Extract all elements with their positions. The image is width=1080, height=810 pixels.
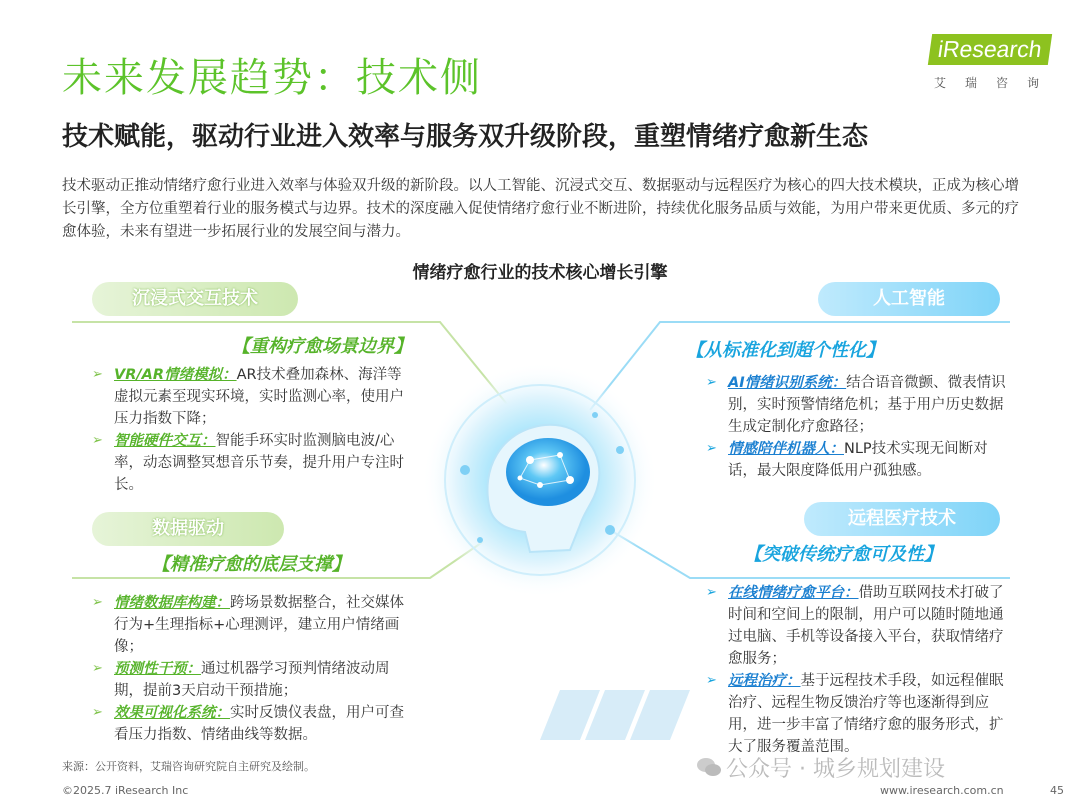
source-note: 来源：公开资料，艾瑞咨询研究院自主研究及绘制。 bbox=[62, 760, 315, 773]
wechat-icon bbox=[696, 756, 722, 778]
item-keyword: 情感陪伴机器人： bbox=[728, 441, 844, 457]
list-item bbox=[706, 372, 1006, 438]
list-item bbox=[92, 702, 408, 746]
list-item bbox=[92, 430, 416, 496]
item-text: 借助互联网技术打破了时间和空间上的限制，用户可以随时随地通过电脑、手机等设备接入平台，获取情绪疗愈服务； bbox=[728, 585, 1004, 667]
list-item bbox=[92, 592, 408, 658]
module-subtitle-immersive: 【重构疗愈场景边界】 bbox=[232, 336, 412, 357]
copyright: ©2025.7 iResearch Inc bbox=[62, 784, 189, 797]
list-item bbox=[706, 670, 1012, 758]
item-keyword: 在线情绪疗愈平台： bbox=[728, 585, 859, 601]
list-item bbox=[92, 364, 416, 430]
watermark-text: 公众号 · 城乡规划建设 bbox=[726, 757, 945, 782]
item-keyword: 智能硬件交互： bbox=[114, 433, 216, 449]
item-keyword: 情绪数据库构建： bbox=[114, 595, 230, 611]
item-keyword: 远程治疗： bbox=[728, 673, 801, 689]
arrow-icon: ➢ bbox=[92, 595, 103, 610]
website-link[interactable]: www.iresearch.com.cn bbox=[880, 784, 1004, 797]
item-keyword: AI情绪识别系统： bbox=[728, 375, 847, 391]
arrow-icon: ➢ bbox=[706, 585, 717, 600]
list-item bbox=[92, 658, 408, 702]
item-text: 结合语音微颤、微表情识别，实时预警情绪危机；基于用户历史数据生成定制化疗愈路径； bbox=[728, 375, 1006, 435]
item-text: 基于远程技术手段，如远程催眠治疗、远程生物反馈治疗等也逐渐得到应用，进一步丰富了情绪疗愈的服务形式，扩大了服务覆盖范围。 bbox=[728, 673, 1004, 755]
item-text: AR技术叠加森林、海洋等虚拟元素至现实环境，实时监测心率，使用户压力指数下降； bbox=[114, 367, 404, 427]
item-text: 通过机器学习预判情绪波动周期，提前3天启动干预措施； bbox=[114, 661, 390, 699]
module-subtitle-ai: 【从标准化到超个性化】 bbox=[686, 340, 884, 361]
item-text: 跨场景数据整合，社交媒体行为+生理指标+心理测评，建立用户情绪画像； bbox=[114, 595, 404, 655]
module-label-immersive bbox=[92, 282, 298, 316]
page-number: 45 bbox=[1050, 784, 1064, 797]
module-label-remote: 远程医疗技术 bbox=[804, 502, 1000, 536]
arrow-icon: ➢ bbox=[92, 433, 103, 448]
module-subtitle-remote: 【突破传统疗愈可及性】 bbox=[744, 544, 942, 565]
arrow-icon: ➢ bbox=[706, 441, 717, 456]
list-item bbox=[706, 582, 1012, 670]
arrow-icon: ➢ bbox=[92, 367, 103, 382]
item-keyword: VR/AR情绪模拟： bbox=[114, 367, 237, 383]
module-subtitle-data: 【精准疗愈的底层支撑】 bbox=[152, 554, 350, 575]
module-label-data-text: 数据驱动 bbox=[152, 518, 224, 539]
arrow-icon: ➢ bbox=[92, 661, 103, 676]
arrow-icon: ➢ bbox=[92, 705, 103, 720]
item-text: NLP技术实现无间断对话，最大限度降低用户孤独感。 bbox=[728, 441, 988, 479]
module-label-data bbox=[92, 512, 284, 546]
module-items-immersive bbox=[92, 364, 416, 496]
diagram-title: 情绪疗愈行业的技术核心增长引擎 bbox=[412, 263, 668, 283]
page-subtitle: 技术赋能，驱动行业进入效率与服务双升级阶段，重塑情绪疗愈新生态 bbox=[62, 122, 869, 152]
page-title: 未来发展趋势：技术侧 bbox=[62, 55, 482, 101]
item-keyword: 预测性干预： bbox=[114, 661, 201, 677]
arrow-icon: ➢ bbox=[706, 375, 717, 390]
item-text: 智能手环实时监测脑电波/心率，动态调整冥想音乐节奏，提升用户专注时长。 bbox=[114, 433, 404, 493]
item-text: 实时反馈仪表盘，用户可查看压力指数、情绪曲线等数据。 bbox=[114, 705, 404, 743]
list-item bbox=[706, 438, 1006, 482]
logo-cn: 艾瑞咨询 bbox=[934, 76, 1059, 90]
module-items-remote bbox=[706, 582, 1012, 758]
module-label-ai: 人工智能 bbox=[818, 282, 1000, 316]
intro-paragraph: 技术驱动正推动情绪疗愈行业进入效率与体验双升级的新阶段。以人工智能、沉浸式交互、数据驱动与远程医疗为核心的四大技术模块，正成为核心增长引擎，全方位重塑着行业的服务模式与边界。技术的深度融入促使情绪疗愈行业不断进阶，持续优化服务品质与效能，为用户带来更优质、多元的疗愈体验，未来有望进一步拓展行业的发展空间与潜力。 bbox=[62, 178, 1019, 240]
module-label-immersive-text: 沉浸式交互技术 bbox=[132, 288, 258, 309]
stripe-decoration bbox=[540, 690, 690, 740]
module-items-data bbox=[92, 592, 408, 746]
arrow-icon: ➢ bbox=[706, 673, 717, 688]
ai-head-illustration bbox=[420, 360, 660, 600]
item-keyword: 效果可视化系统： bbox=[114, 705, 230, 721]
module-items-ai bbox=[706, 372, 1006, 482]
logo-brand: iResearch bbox=[928, 34, 1052, 65]
